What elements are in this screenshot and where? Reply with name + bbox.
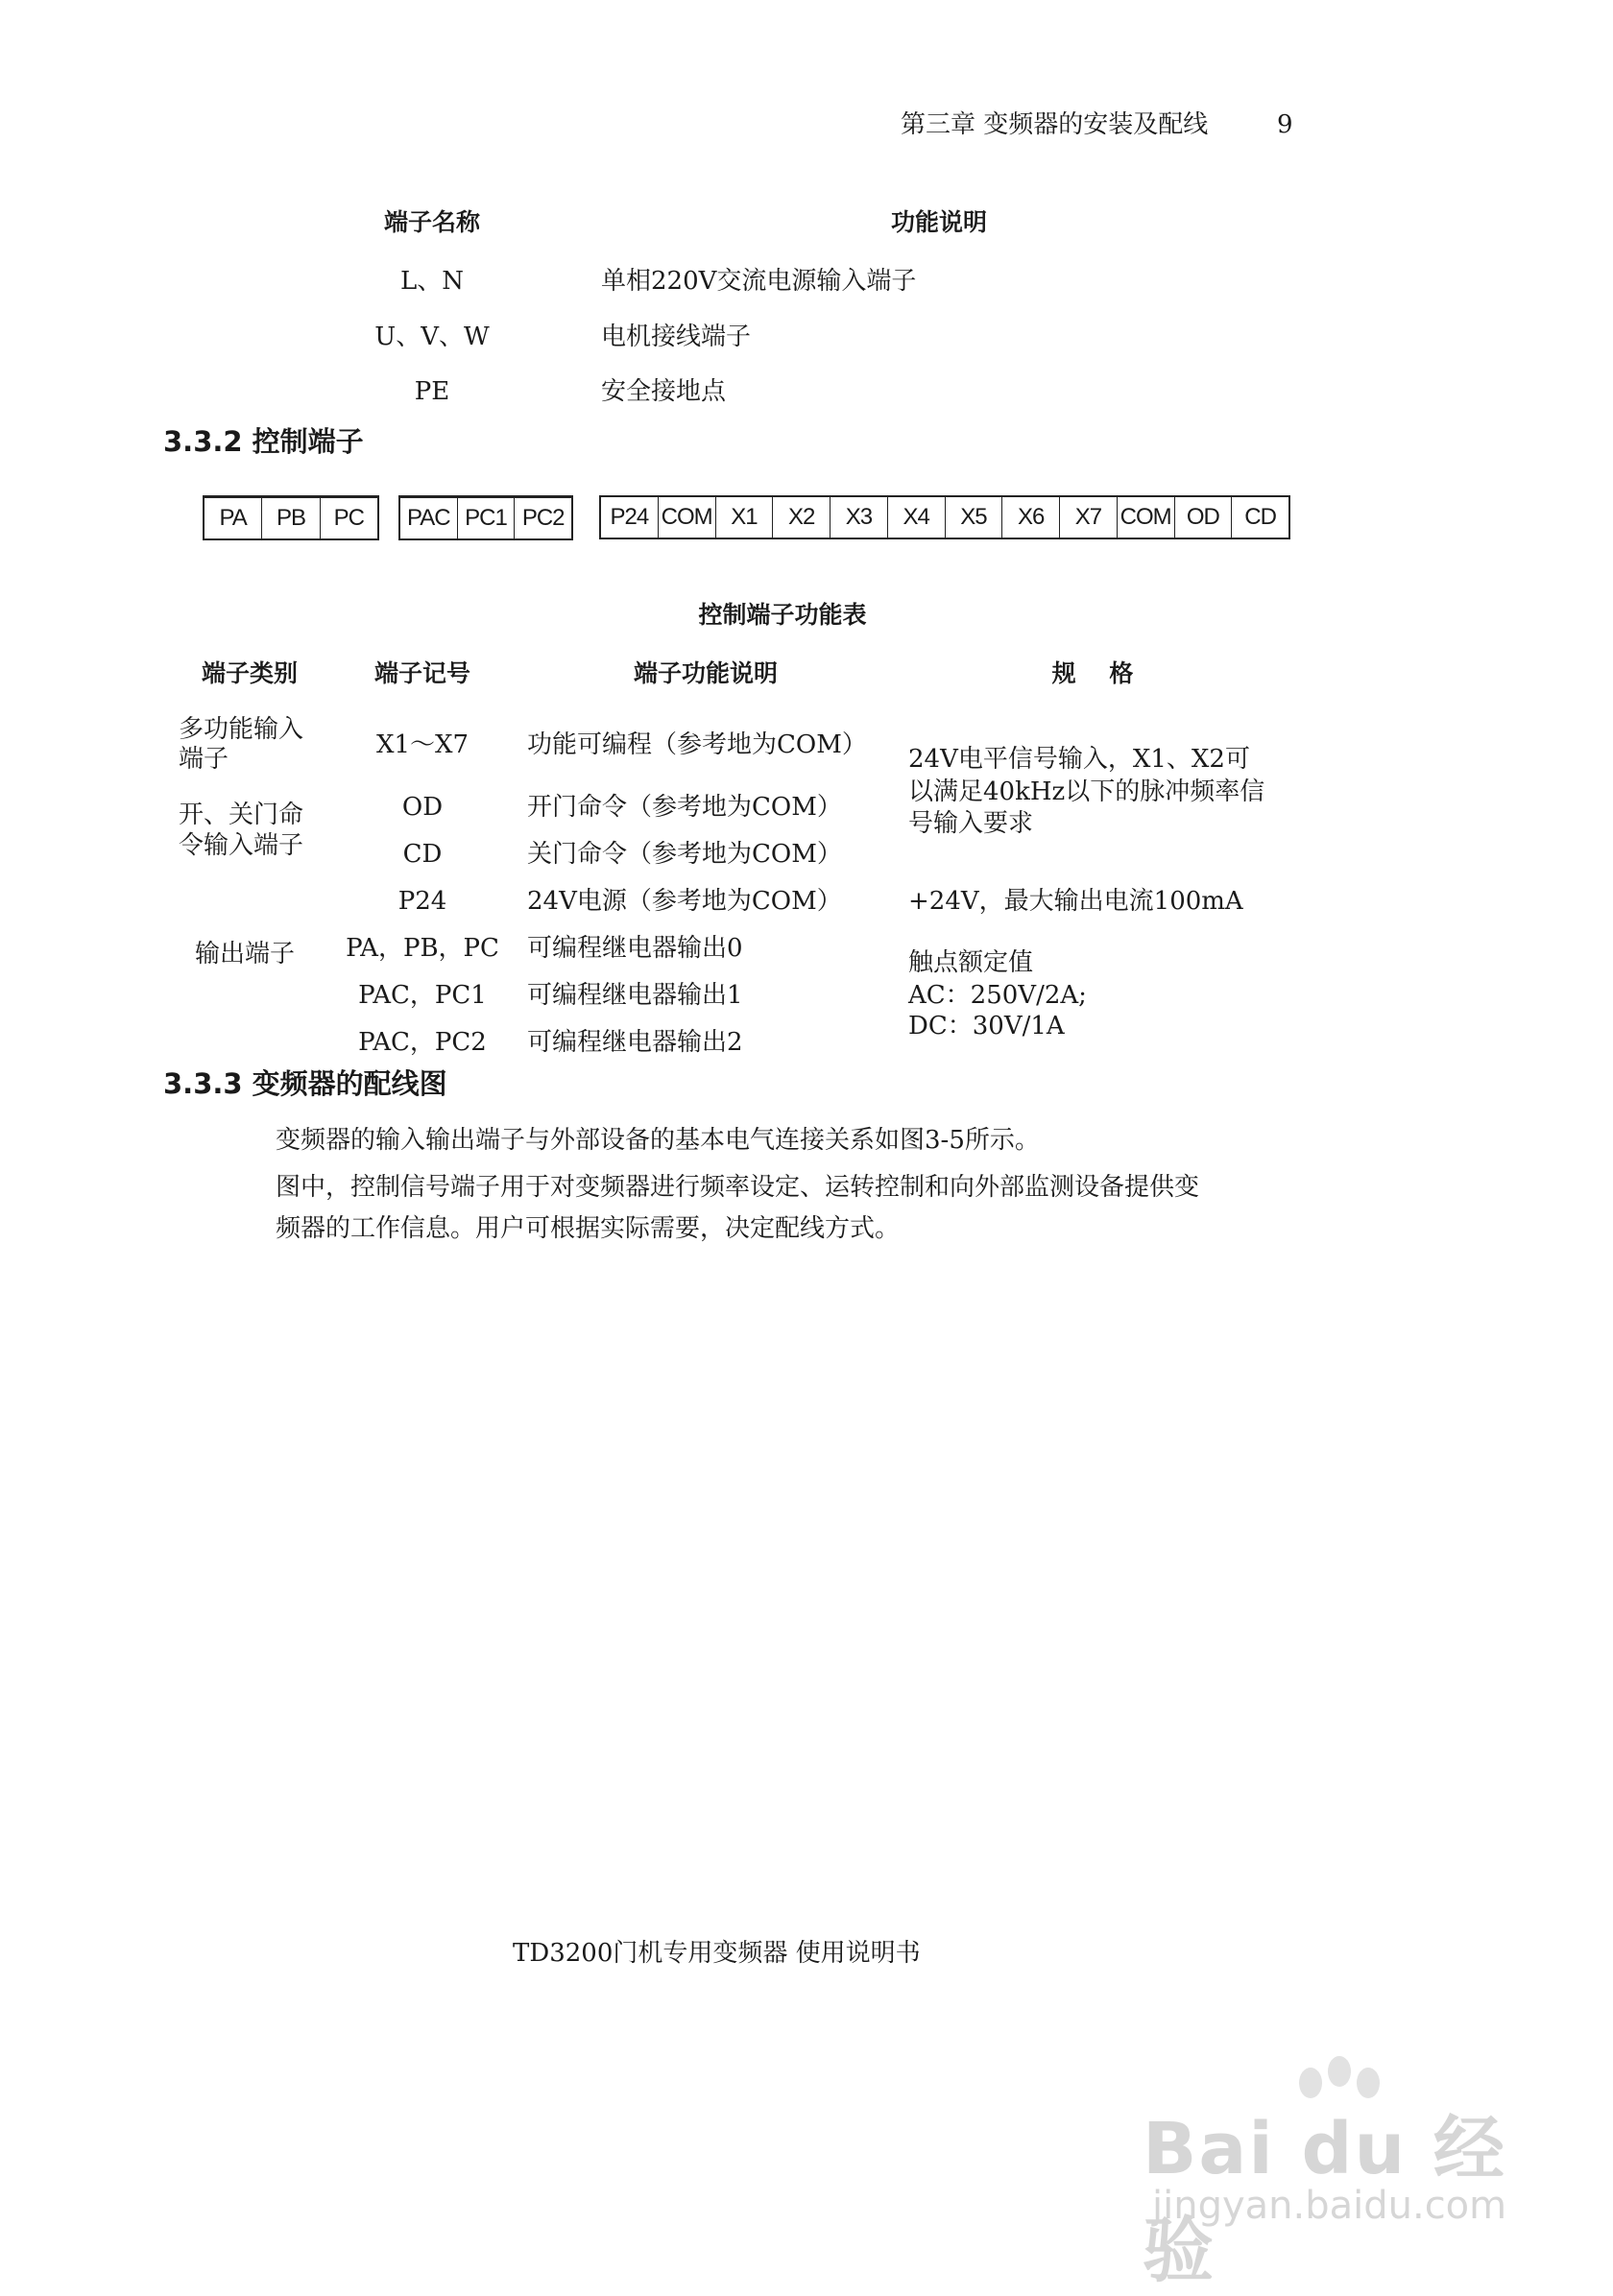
- terminal-desc: 关门命令（参考地为COM）: [527, 840, 842, 869]
- terminal-cell: X6: [1002, 497, 1060, 538]
- paragraph: 图中，控制信号端子用于对变频器进行频率设定、运转控制和向外部监测设备提供变: [276, 1173, 1200, 1202]
- paragraph: 变频器的输入输出端子与外部设备的基本电气连接关系如图3-5所示。: [276, 1126, 1040, 1155]
- terminal-code: P24: [397, 887, 447, 916]
- terminal-cell: P24: [601, 497, 659, 538]
- category-label: 端子: [179, 745, 229, 774]
- terminal-function: 安全接地点: [601, 377, 727, 406]
- page-number: 9: [1277, 110, 1293, 139]
- category-label: 输出端子: [195, 940, 296, 969]
- spec-text: AC：250V/2A;: [908, 981, 1087, 1010]
- terminal-code: PAC，PC2: [358, 1028, 487, 1057]
- relay-group-2: [398, 495, 573, 540]
- category-label: 多功能输入: [179, 715, 304, 744]
- terminal-cell: PC: [333, 505, 364, 531]
- spec-text: 号输入要求: [908, 809, 1034, 838]
- terminal-cell: COM: [659, 497, 716, 538]
- chapter-title: 第三章 变频器的安装及配线: [901, 110, 1209, 139]
- terminal-code: PA，PB，PC: [346, 934, 499, 963]
- terminal-name: U、V、W: [374, 323, 490, 351]
- terminal-desc: 可编程继电器输出1: [527, 981, 743, 1010]
- section-heading-333: 3.3.3 变频器的配线图: [163, 1067, 447, 1100]
- terminal-name: L、N: [399, 267, 465, 296]
- spec-text: 以满足40kHz以下的脉冲频率信: [908, 777, 1265, 806]
- terminal-code: CD: [402, 840, 443, 869]
- terminal-cell: X4: [888, 497, 946, 538]
- terminal-cell: PB: [262, 498, 320, 538]
- terminal-desc: 功能可编程（参考地为COM）: [527, 730, 867, 759]
- terminal-name: PE: [414, 377, 450, 406]
- terminal-cell: X5: [946, 497, 1003, 538]
- input-group: [599, 495, 1290, 539]
- terminal-desc: 开门命令（参考地为COM）: [527, 793, 842, 822]
- terminal-code: PAC，PC1: [358, 981, 487, 1010]
- terminal-cell: CD: [1244, 504, 1276, 530]
- column-header: 端子记号: [373, 659, 471, 687]
- column-header: 功能说明: [890, 208, 988, 236]
- terminal-function: 电机接线端子: [601, 323, 752, 351]
- terminal-function: 单相220V交流电源输入端子: [601, 267, 917, 296]
- terminal-cell: X1: [716, 497, 774, 538]
- spec-text: DC：30V/1A: [908, 1012, 1065, 1040]
- category-label: 令输入端子: [179, 831, 304, 860]
- watermark-brand: Bai du 经验: [1143, 2108, 1506, 2292]
- terminal-cell: PA: [205, 498, 262, 538]
- terminal-cell: COM: [1118, 497, 1175, 538]
- category-label: 开、关门命: [179, 801, 304, 829]
- spec-text: 触点额定值: [908, 948, 1034, 977]
- baidu-watermark: [1143, 2054, 1527, 2292]
- terminal-desc: 可编程继电器输出0: [527, 934, 743, 963]
- spec-text: +24V，最大输出电流100mA: [908, 887, 1243, 916]
- column-header: 端子类别: [201, 659, 299, 687]
- terminal-cell: X2: [773, 497, 831, 538]
- terminal-code: X1～X7: [375, 730, 469, 759]
- watermark-url: jingyan.baidu.com: [1152, 2184, 1507, 2228]
- column-header: 端子功能说明: [633, 659, 779, 687]
- table-caption: 控制端子功能表: [698, 601, 867, 629]
- terminal-cell: PC1: [458, 498, 516, 538]
- section-heading-332: 3.3.2 控制端子: [163, 425, 364, 458]
- paragraph: 频器的工作信息。用户可根据实际需要，决定配线方式。: [276, 1214, 901, 1243]
- column-header: 端子名称: [383, 208, 481, 236]
- terminal-code: OD: [401, 793, 444, 822]
- relay-group-1: [203, 495, 379, 540]
- terminal-desc: 可编程继电器输出2: [527, 1028, 743, 1057]
- terminal-desc: 24V电源（参考地为COM）: [527, 887, 842, 916]
- page-footer: TD3200门机专用变频器 使用说明书: [513, 1939, 921, 1968]
- terminal-cell: X3: [831, 497, 888, 538]
- terminal-cell: PC2: [521, 505, 565, 531]
- spec-text: 24V电平信号输入，X1、X2可: [908, 745, 1250, 774]
- column-header: 规 格: [1051, 659, 1134, 687]
- terminal-cell: OD: [1175, 497, 1233, 538]
- terminal-cell: X7: [1060, 497, 1118, 538]
- terminal-cell: PAC: [400, 498, 458, 538]
